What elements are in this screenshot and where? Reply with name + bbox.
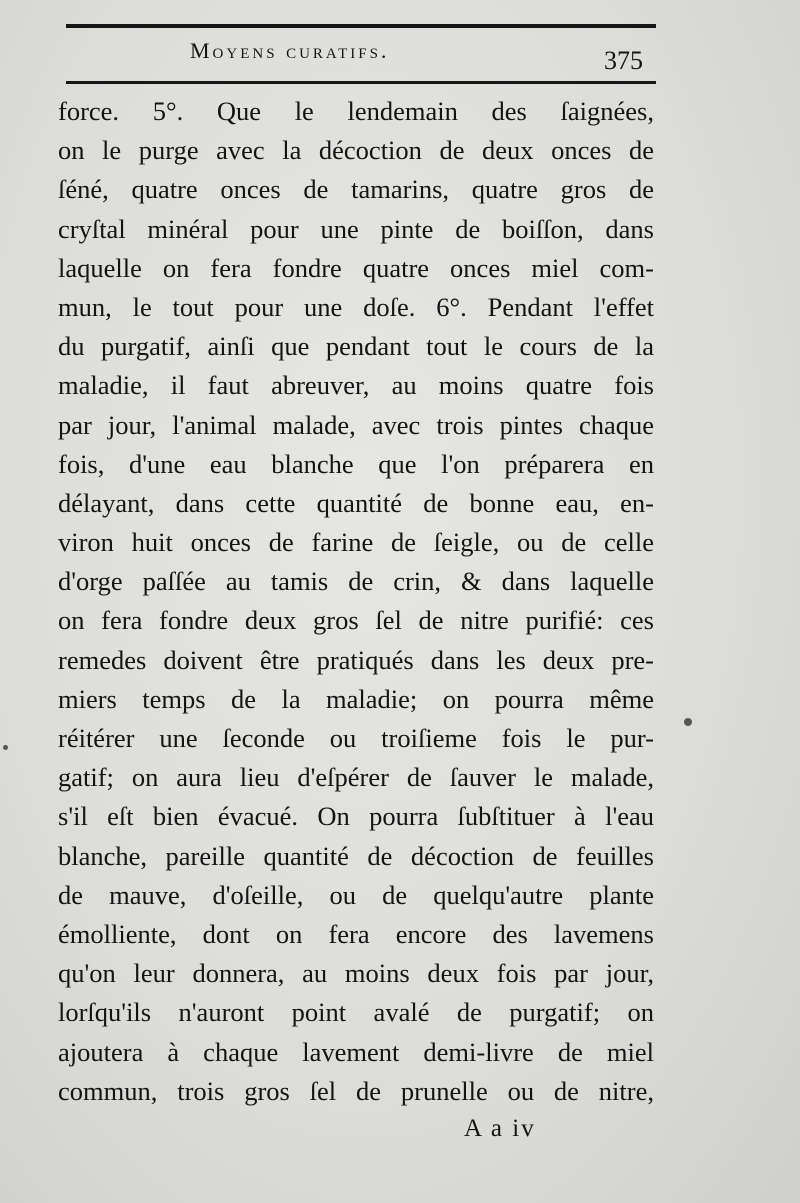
text-line: émolliente, dont on fera encore des lavemens <box>58 918 654 949</box>
text-line: mun, le tout pour une doſe. 6°. Pendant l'effet <box>58 291 654 322</box>
text-line: viron huit onces de farine de ſeigle, ou de celle <box>58 527 654 558</box>
text-line: on le purge avec la décoction de deux onces de <box>58 135 654 166</box>
signature-mark: A a iv <box>464 1115 536 1142</box>
text-line: gatif; on aura lieu d'eſpérer de ſauver le malade, <box>58 762 654 793</box>
text-line: on fera fondre deux gros ſel de nitre purifié: ces <box>58 605 654 636</box>
ink-speck <box>3 745 8 750</box>
text-line: s'il eſt bien évacué. On pourra ſubſtituer à l'eau <box>58 801 654 832</box>
text-line: du purgatif, ainſi que pendant tout le cours de la <box>58 331 654 362</box>
text-line: par jour, l'animal malade, avec trois pintes chaque <box>58 409 654 440</box>
text-line: délayant, dans cette quantité de bonne eau, en- <box>58 487 654 518</box>
text-line: commun, trois gros ſel de prunelle ou de nitre, <box>58 1075 654 1106</box>
text-line: force. 5°. Que le lendemain des ſaignées, <box>58 96 654 126</box>
running-head: Moyens curatifs. <box>190 38 390 63</box>
text-line: remedes doivent être pratiqués dans les deux pre- <box>58 644 654 675</box>
text-line: maladie, il faut abreuver, au moins quatre fois <box>58 370 654 401</box>
text-line: ſéné, quatre onces de tamarins, quatre gros de <box>58 174 654 205</box>
text-line: réitérer une ſeconde ou troiſieme fois le pur- <box>58 723 654 753</box>
text-line: miers temps de la maladie; on pourra même <box>58 683 654 714</box>
header-rule-top <box>66 24 656 28</box>
text-line: laquelle on fera fondre quatre onces miel com- <box>58 252 654 283</box>
text-line: d'orge paſſée au tamis de crin, & dans laquelle <box>58 566 654 597</box>
text-line: fois, d'une eau blanche que l'on préparera en <box>58 448 654 479</box>
text-line: cryſtal minéral pour une pinte de boiſſon, dans <box>58 213 654 244</box>
text-line: lorſqu'ils n'auront point avalé de purgatif; on <box>58 997 654 1028</box>
text-line: blanche, pareille quantité de décoction de feuilles <box>58 840 654 871</box>
text-line: qu'on leur donnera, au moins deux fois par jour, <box>58 958 654 989</box>
page-number: 375 <box>604 46 643 75</box>
ink-speck <box>684 718 692 726</box>
text-line: de mauve, d'oſeille, ou de quelqu'autre plante <box>58 879 654 910</box>
text-line: ajoutera à chaque lavement demi-livre de miel <box>58 1036 654 1067</box>
header-rule-bottom <box>66 81 656 84</box>
body-text <box>58 92 654 1111</box>
